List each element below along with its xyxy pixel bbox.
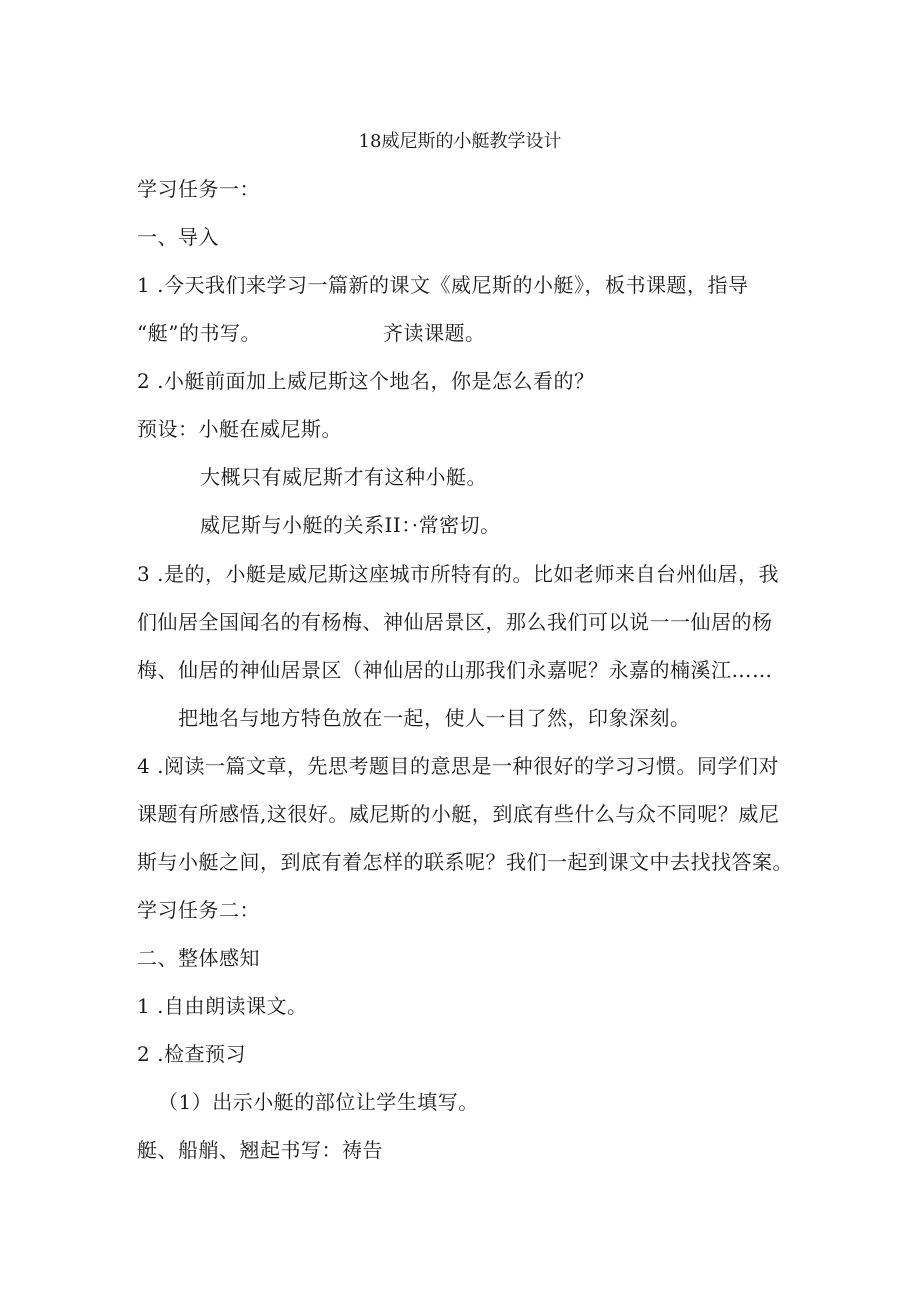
paragraph-line: 4 .阅读一篇文章，先思考题目的意思是一种很好的学习习惯。同学们对 — [137, 754, 779, 778]
heading-overview: 二、整体感知 — [137, 946, 260, 970]
paragraph-line: 2 .小艇前面加上威尼斯这个地名，你是怎么看的？ — [137, 369, 595, 393]
paragraph-line: 3 .是的，小艇是威尼斯这座城市所特有的。比如老师来自台州仙居，我 — [137, 562, 779, 586]
heading-intro: 一、导入 — [137, 225, 219, 249]
paragraph-line: 们仙居全国闻名的有杨梅、神仙居景区，那么我们可以说一一仙居的杨 — [137, 610, 773, 634]
paragraph-line: 艇、船艄、翘起书写：祷告 — [137, 1138, 383, 1162]
paragraph-line: 大概只有威尼斯才有这种小艇。 — [200, 465, 487, 489]
section-label-task-1: 学习任务一： — [137, 177, 260, 201]
paragraph-text: “艇”的书写。 — [137, 321, 261, 345]
paragraph-line: 斯与小艇之间，到底有着怎样的联系呢？我们一起到课文中去找找答案。 — [137, 850, 793, 874]
paragraph-line: 1 .今天我们来学习一篇新的课文《威尼斯的小艇》，板书课题，指导 — [137, 273, 749, 297]
paragraph-line: 威尼斯与小艇的关系II：·常密切。 — [200, 513, 501, 537]
paragraph-line: 梅、仙居的神仙居景区（神仙居的山那我们永嘉呢？永嘉的楠溪江…… — [137, 658, 773, 682]
paragraph-line: 把地名与地方特色放在一起，使人一目了然，印象深刻。 — [178, 706, 691, 730]
section-label-task-2: 学习任务二： — [137, 898, 260, 922]
paragraph-line: 2 .检查预习 — [137, 1042, 246, 1066]
paragraph-line — [137, 319, 485, 347]
paragraph-line: 1 .自由朗读课文。 — [137, 994, 308, 1018]
document-title: 18威尼斯的小艇教学设计 — [358, 131, 562, 152]
paragraph-text: 齐读课题。 — [382, 321, 486, 345]
paragraph-line: 课题有所感悟,这很好。威尼斯的小艇，到底有些什么与众不同呢？威尼 — [137, 802, 780, 826]
paragraph-line: 预设：小艇在威尼斯。 — [137, 417, 342, 441]
paragraph-line: （1）出示小艇的部位让学生填写。 — [158, 1090, 479, 1114]
